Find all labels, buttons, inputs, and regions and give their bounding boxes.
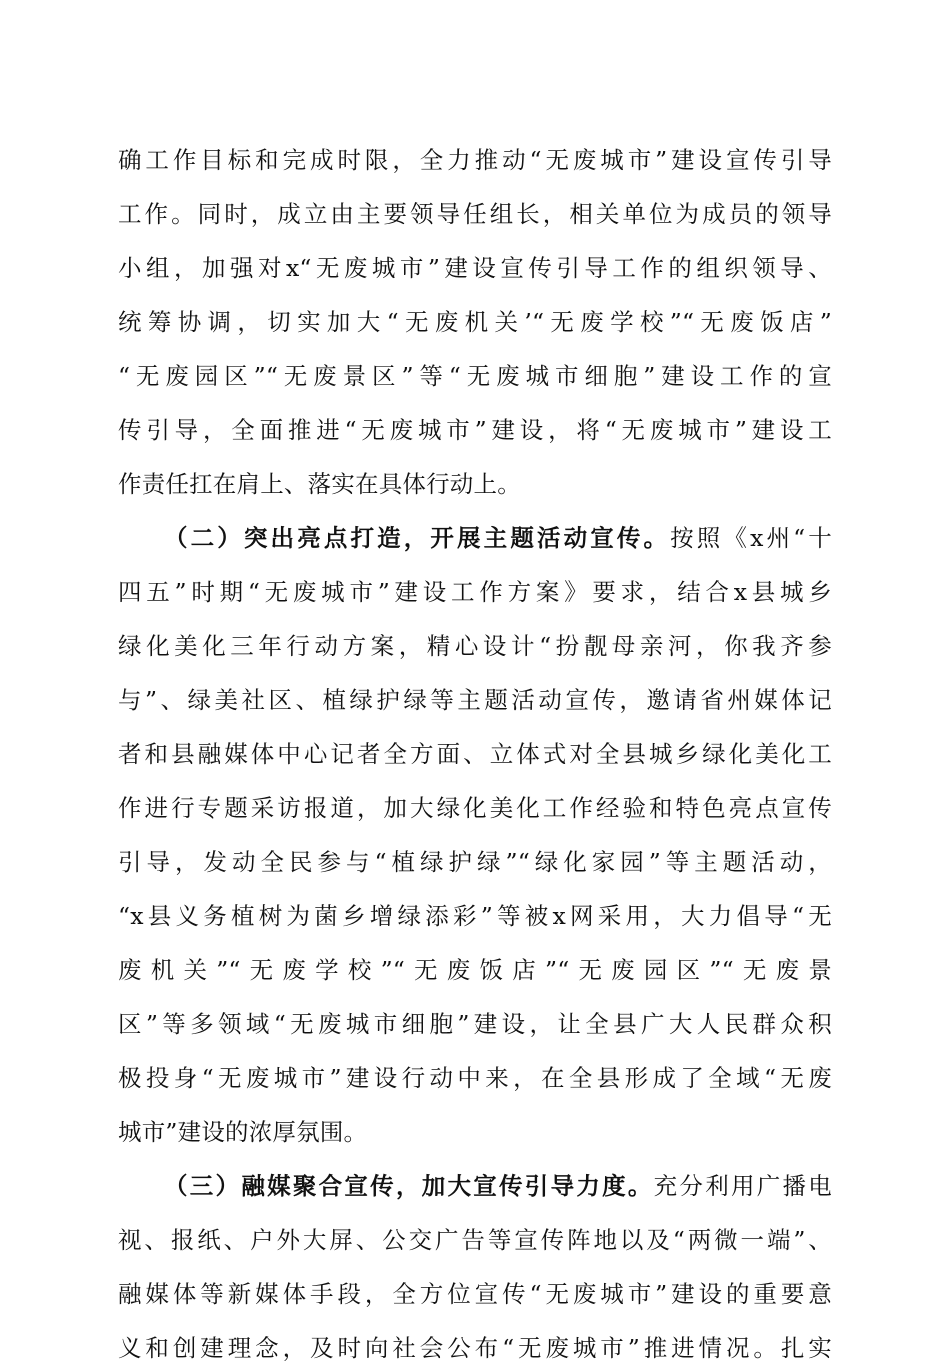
paragraph-2-line-5: 者和县融媒体中心记者全方面、立体式对全县城乡绿化美化工 [118, 740, 832, 768]
section-heading-2: （二）突出亮点打造，开展主题活动宣传。 [164, 524, 671, 552]
paragraph-1-line-2: 工作。同时，成立由主要领导任组长，相关单位为成员的领导 [118, 200, 832, 228]
paragraph-2-line-8: “x县义务植树为菌乡增绿添彩”等被x网采用，大力倡导“无 [118, 902, 832, 930]
paragraph-2-line-4: 与”、绿美社区、植绿护绿等主题活动宣传，邀请省州媒体记 [118, 686, 832, 714]
section-heading-3: （三）融媒聚合宣传，加大宣传引导力度。 [164, 1172, 654, 1200]
paragraph-1-line-7: 作责任扛在肩上、落实在具体行动上。 [118, 470, 521, 498]
paragraph-1-line-5: “无废园区”“无废景区”等“无废城市细胞”建设工作的宣 [118, 362, 832, 390]
paragraph-2-line-2: 四五”时期“无废城市”建设工作方案》要求，结合x县城乡 [118, 578, 832, 606]
paragraph-1-line-6: 传引导，全面推进“无废城市”建设，将“无废城市”建设工 [118, 416, 832, 444]
paragraph-1-line-3: 小组，加强对x“无废城市”建设宣传引导工作的组织领导、 [118, 254, 832, 282]
paragraph-2-line-9: 废机关”“无废学校”“无废饭店”“无废园区”“无废景 [118, 956, 832, 984]
paragraph-3-first-line-text: 充分利用广播电 [653, 1172, 832, 1200]
paragraph-2-line-10: 区”等多领域“无废城市细胞”建设，让全县广大人民群众积 [118, 1010, 832, 1038]
paragraph-1-line-4: 统筹协调，切实加大“无废机关’“无废学校”“无废饭店” [118, 308, 832, 336]
paragraph-3-first-line [164, 1164, 832, 1208]
paragraph-2-line-3: 绿化美化三年行动方案，精心设计“扮靓母亲河，你我齐参 [118, 632, 832, 660]
paragraph-2-first-line-text: 按照《x州“十 [670, 524, 832, 552]
paragraph-3-line-4: 义和创建理念，及时向社会公布“无废城市”推进情况。扎实 [118, 1334, 832, 1362]
paragraph-2-line-11: 极投身“无废城市”建设行动中来，在全县形成了全域“无废 [118, 1064, 832, 1092]
paragraph-3-line-2: 视、报纸、户外大屏、公交广告等宣传阵地以及“两微一端”、 [118, 1226, 832, 1254]
paragraph-2-first-line [164, 516, 832, 560]
paragraph-2-line-7: 引导，发动全民参与“植绿护绿”“绿化家园”等主题活动， [118, 848, 832, 876]
paragraph-2-line-12: 城市”建设的浓厚氛围。 [118, 1118, 368, 1146]
paragraph-2-line-6: 作进行专题采访报道，加大绿化美化工作经验和特色亮点宣传 [118, 794, 832, 822]
paragraph-3-line-3: 融媒体等新媒体手段，全方位宣传“无废城市”建设的重要意 [118, 1280, 832, 1308]
paragraph-1-line-1: 确工作目标和完成时限，全力推动“无废城市”建设宣传引导 [118, 146, 832, 174]
